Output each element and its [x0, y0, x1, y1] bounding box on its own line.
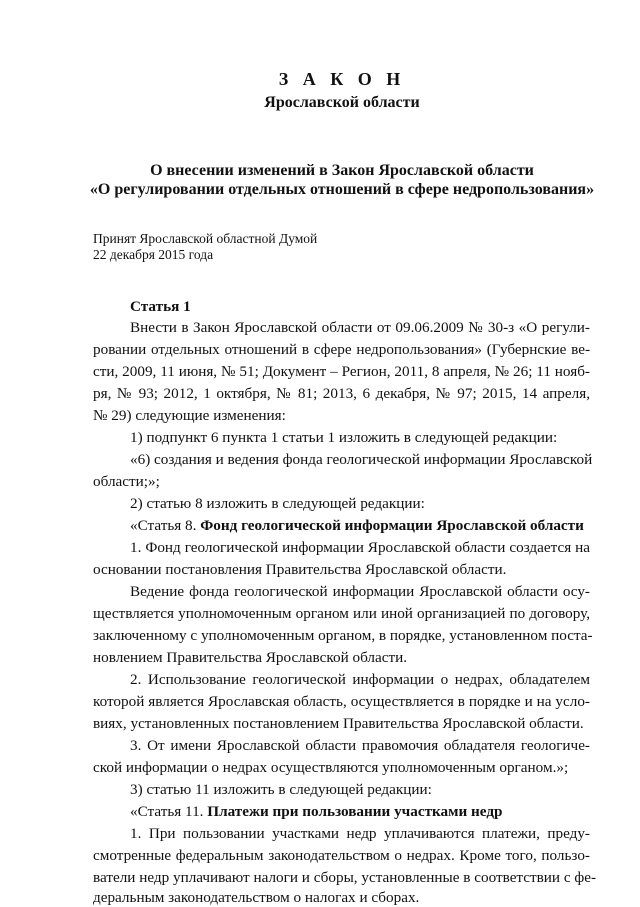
body-line: новлением Правительства Ярославской области.	[93, 649, 408, 666]
body-line: 2. Использование геологической информации о недрах, обладателем	[130, 671, 590, 688]
article-1-heading: Статья 1	[130, 298, 191, 315]
law-subject-line-2: «О регулировании отдельных отношений в сфере недропользования»	[89, 181, 595, 198]
body-line: смотренные федеральным законодательством о недрах. Кроме того, пользо-	[93, 847, 590, 864]
article-11-prefix: «Статья 11.	[130, 803, 204, 820]
body-line: ря, № 93; 2012, 1 октября, № 81; 2013, 6 декабря, № 97; 2015, 14 апреля,	[93, 385, 590, 402]
body-line: области;»;	[93, 473, 160, 490]
body-line: Ведение фонда геологической информации Ярославской области осу-	[130, 583, 590, 600]
article-8-title: Фонд геологической информации Ярославской области	[200, 517, 584, 534]
body-line: 3. От имени Ярославской области правомочия обладателя геологиче-	[130, 737, 590, 754]
body-line: ской информации о недрах осуществляются уполномоченным органом.»;	[93, 759, 569, 776]
article-11-heading	[130, 802, 502, 821]
body-line: деральным законодательством о налогах и сборах.	[93, 889, 420, 906]
body-line: ровании отдельных отношений в сфере недропользования» (Губернские ве-	[93, 341, 590, 358]
body-line: 1) подпункт 6 пункта 1 статьи 1 изложить в следующей редакции:	[130, 429, 558, 446]
law-subject-line-1: О внесении изменений в Закон Ярославской области	[150, 162, 534, 179]
body-line: которой является Ярославская область, осуществляется в порядке и на усло-	[93, 693, 590, 710]
law-region: Ярославской области	[264, 94, 420, 111]
body-line: 1. Фонд геологической информации Ярославской области создается на	[130, 539, 590, 556]
adoption-line-2: 22 декабря 2015 года	[93, 247, 214, 262]
body-line: 2) статью 8 изложить в следующей редакции:	[130, 495, 425, 512]
body-line: сти, 2009, 11 июня, № 51; Документ – Регион, 2011, 8 апреля, № 26; 11 нояб-	[93, 363, 590, 380]
body-line: «6) создания и ведения фонда геологической информации Ярославской	[130, 451, 593, 468]
body-line: заключенному с уполномоченным органом, в порядке, установленном поста-	[93, 627, 593, 644]
body-line: виях, установленных постановлением Правительства Ярославской области.	[93, 715, 584, 732]
adoption-line-1: Принят Ярославской областной Думой	[93, 231, 318, 246]
body-line: ватели недр уплачивают налоги и сборы, установленные в соответствии с фе-	[93, 869, 597, 886]
article-8-heading	[130, 516, 584, 535]
law-title: З А К О Н	[278, 69, 406, 89]
article-8-prefix: «Статья 8.	[130, 517, 197, 534]
body-line: 3) статью 11 изложить в следующей редакции:	[130, 781, 432, 798]
body-line: 1. При пользовании участками недр уплачиваются платежи, преду-	[130, 825, 590, 842]
body-line: № 29) следующие изменения:	[93, 407, 286, 424]
body-line: основании постановления Правительства Ярославской области.	[93, 561, 507, 578]
article-11-title: Платежи при пользовании участками недр	[207, 803, 503, 820]
body-line: Внести в Закон Ярославской области от 09.06.2009 № 30-з «О регули-	[130, 319, 590, 336]
body-line: ществляется уполномоченным органом или иной организацией по договору,	[93, 605, 590, 622]
